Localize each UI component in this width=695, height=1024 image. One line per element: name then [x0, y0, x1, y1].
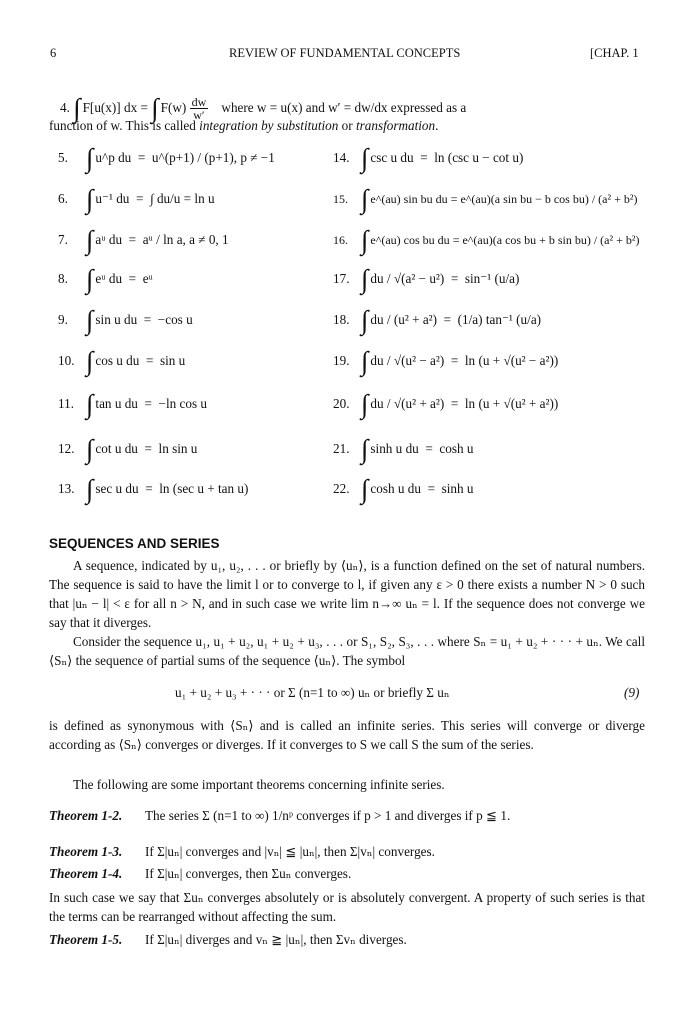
theorem-1-3: Theorem 1-3. If Σ|uₙ| converges and |vₙ| ≦ |uₙ|, then Σ|vₙ| converges.: [49, 844, 435, 859]
paragraph-infinite-series: is defined as synonymous with ⟨Sₙ⟩ and is called an infinite series. This series will converge or diverge according as ⟨Sₙ⟩ converges or diverges. If it converges to S we call S the sum of the series.: [49, 718, 645, 752]
theorem-1-5: Theorem 1-5. If Σ|uₙ| diverges and vₙ ≧ |uₙ|, then Σvₙ diverges.: [49, 932, 407, 947]
integral-row: 16. ∫ e^(au) cos bu du = e^(au)(a cos bu + b sin bu) / (a² + b²): [333, 225, 640, 255]
theorem-1-4: Theorem 1-4. If Σ|uₙ| converges, then Σuₙ converges.: [49, 866, 352, 881]
integral-row: 20. ∫ du / √(u² + a²) = ln (u + √(u² + a²)): [333, 389, 559, 419]
paragraph-sequence-definition: A sequence, indicated by u₁, u₂, . . . or briefly by ⟨uₙ⟩, is a function defined on the set of natural numbers. The sequence is said to have the limit l or to converge to l, if given any ε > 0 there exists a number N > 0 such that |uₙ − l| < ε for all n > N, and in such case we write lim n→∞ uₙ = l. If the sequence does not converge we say that it diverges.: [49, 558, 645, 630]
page-number: 6: [50, 46, 57, 60]
integral-sign: ∫: [151, 93, 159, 123]
integral-row: 12. ∫ cot u du = ln sin u: [58, 434, 198, 464]
integral-row: 10. ∫ cos u du = sin u: [58, 346, 186, 376]
integral-row: 11. ∫ tan u du = −ln cos u: [58, 389, 207, 419]
formula-4-continuation: function of w. This is called integration by substitution or transformation.: [49, 118, 439, 133]
integral-row: 5. ∫ u^p du = u^(p+1) / (p+1), p ≠ −1: [58, 143, 275, 173]
fraction: $\frac{dw}{w'}$: [191, 94, 207, 123]
integral-row: 19. ∫ du / √(u² − a²) = ln (u + √(u² − a²)): [333, 346, 559, 376]
paragraph-theorems-intro: The following are some important theorems concerning infinite series.: [73, 777, 445, 792]
formula-number: 4.: [60, 100, 70, 115]
formula-rhs: F(w): [160, 100, 187, 115]
integral-row: 15. ∫ e^(au) sin bu du = e^(au)(a sin bu − b cos bu) / (a² + b²): [333, 184, 638, 214]
equation-number: (9): [624, 685, 640, 700]
integral-row: 13. ∫ sec u du = ln (sec u + tan u): [58, 474, 249, 504]
formula-lhs: F[u(x)] dx =: [82, 100, 148, 115]
integral-row: 9. ∫ sin u du = −cos u: [58, 305, 193, 335]
integral-row: 21. ∫ sinh u du = cosh u: [333, 434, 474, 464]
term-transformation: transformation: [355, 118, 436, 133]
integral-row: 7. ∫ aᵘ du = aᵘ / ln a, a ≠ 0, 1: [58, 225, 229, 255]
theorem-1-2: Theorem 1-2. The series Σ (n=1 to ∞) 1/nᵖ converges if p > 1 and diverges if p ≦ 1.: [49, 808, 511, 823]
integral-row: 18. ∫ du / (u² + a²) = (1/a) tan⁻¹ (u/a): [333, 305, 542, 335]
chapter-label: [CHAP. 1: [590, 46, 639, 60]
integral-row: 17. ∫ du / √(a² − u²) = sin⁻¹ (u/a): [333, 264, 520, 294]
integral-row: 6. ∫ u⁻¹ du = ∫ du/u = ln u: [58, 184, 215, 214]
integral-row: 14. ∫ csc u du = ln (csc u − cot u): [333, 143, 524, 173]
running-title: REVIEW OF FUNDAMENTAL CONCEPTS: [229, 46, 461, 60]
section-title: SEQUENCES AND SERIES: [49, 536, 220, 551]
display-equation: u₁ + u₂ + u₃ + · · · or Σ (n=1 to ∞) uₙ or briefly Σ uₙ: [175, 685, 450, 700]
where-text: where w = u(x) and w′ = dw/dx expressed as a: [221, 100, 467, 115]
paragraph-absolute-convergence: In such case we say that Σuₙ converges absolutely or is absolutely convergent. A property of such series is that the terms can be rearranged without affecting the sum.: [49, 890, 645, 924]
term-integration-by-substitution: integration by substitution: [199, 118, 339, 133]
integral-sign: ∫: [73, 93, 81, 123]
integral-row: 8. ∫ eᵘ du = eᵘ: [58, 264, 153, 294]
paragraph-partial-sums: Consider the sequence u₁, u₁ + u₂, u₁ + u₂ + u₃, . . . or S₁, S₂, S₃, . . . where Sₙ = u₁ + u₂ + · · · + uₙ. We call ⟨Sₙ⟩ the sequence of partial sums of the sequence ⟨uₙ⟩. The symbol: [49, 634, 645, 668]
integral-row: 22. ∫ cosh u du = sinh u: [333, 474, 474, 504]
